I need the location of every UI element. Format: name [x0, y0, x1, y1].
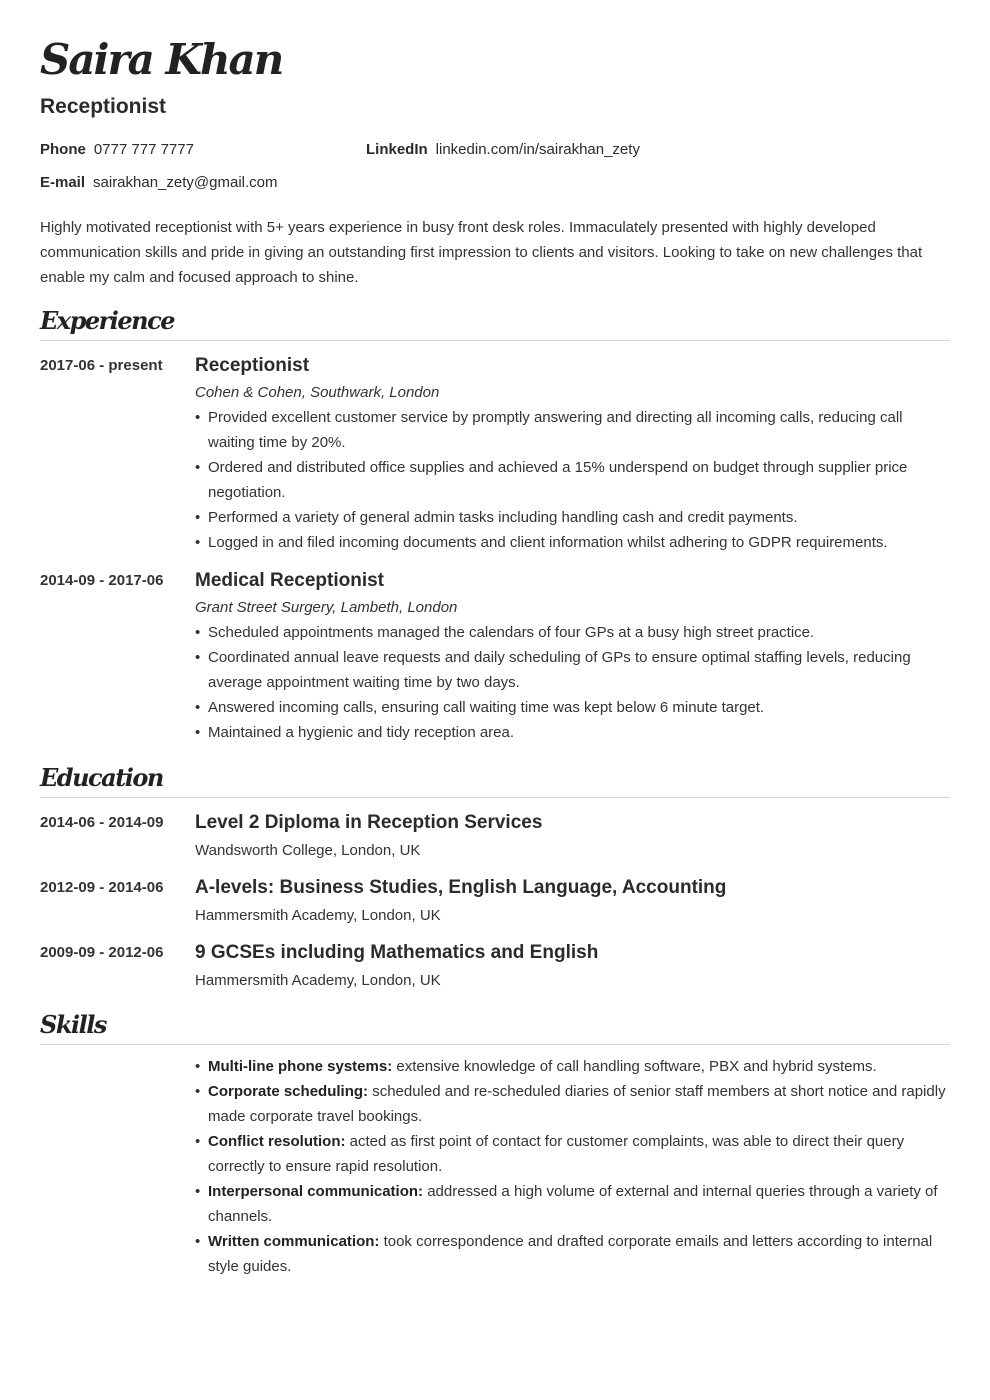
bullet-dot: •	[195, 1058, 201, 1075]
entry-school: Wandsworth College, London, UK	[195, 842, 421, 859]
candidate-name: Saira Khan	[40, 35, 283, 84]
skill-name: Corporate scheduling:	[208, 1083, 369, 1100]
bullet-dot: •	[195, 624, 201, 641]
experience-heading: Experience	[40, 306, 175, 335]
entry-bullets	[195, 405, 950, 555]
skill-name: Multi-line phone systems:	[208, 1058, 393, 1075]
education-section-header	[40, 761, 950, 798]
skill-name: Written communication:	[208, 1233, 380, 1250]
bullet-item	[195, 530, 950, 555]
linkedin-value: linkedin.com/in/sairakhan_zety	[435, 141, 640, 158]
bullet-item	[195, 720, 950, 745]
skill-description: addressed a high volume of external and internal queries through a variety of channels.	[208, 1183, 938, 1225]
bullet-text: Scheduled appointments managed the calendars of four GPs at a busy high street practice.	[208, 624, 815, 641]
bullet-dot: •	[195, 1083, 201, 1100]
skills-heading: Skills	[40, 1010, 106, 1039]
entry-date: 2012-09 - 2014-06	[40, 879, 164, 896]
bullet-item	[195, 405, 950, 455]
skill-name: Interpersonal communication:	[208, 1183, 424, 1200]
linkedin-label: LinkedIn	[366, 141, 428, 158]
skill-description: extensive knowledge of call handling software, PBX and hybrid systems.	[396, 1058, 877, 1075]
skill-item	[195, 1129, 950, 1179]
bullet-dot: •	[195, 409, 201, 426]
bullet-text: Logged in and filed incoming documents and client information whilst adhering to GDPR requirements.	[208, 534, 888, 551]
skills-list	[195, 1054, 950, 1279]
email-value: sairakhan_zety@gmail.com	[93, 174, 278, 191]
bullet-dot: •	[195, 724, 201, 741]
skill-name: Conflict resolution:	[208, 1133, 346, 1150]
entry-title: 9 GCSEs including Mathematics and English	[195, 942, 599, 963]
bullet-dot: •	[195, 1233, 201, 1250]
entry-title: A-levels: Business Studies, English Language, Accounting	[195, 877, 727, 898]
bullet-text: Ordered and distributed office supplies and achieved a 15% underspend on budget through supplier price negotiation.	[208, 459, 908, 501]
entry-title: Receptionist	[195, 355, 310, 376]
bullet-dot: •	[195, 1133, 201, 1150]
contact-linkedin	[366, 140, 640, 160]
bullet-dot: •	[195, 699, 201, 716]
contact-email	[40, 173, 277, 193]
bullet-item	[195, 695, 950, 720]
entry-title: Medical Receptionist	[195, 570, 384, 591]
email-label: E-mail	[40, 174, 86, 191]
bullet-text: Maintained a hygienic and tidy reception area.	[208, 724, 515, 741]
contact-phone	[40, 140, 194, 160]
skill-item	[195, 1179, 950, 1229]
bullet-text: Provided excellent customer service by promptly answering and directing all incoming calls, reducing call waiting time by 20%.	[208, 409, 903, 451]
skill-description: scheduled and re-scheduled diaries of senior staff members at short notice and rapidly made corporate travel bookings.	[208, 1083, 946, 1125]
entry-school: Hammersmith Academy, London, UK	[195, 972, 441, 989]
entry-date: 2009-09 - 2012-06	[40, 944, 164, 961]
bullet-text: Answered incoming calls, ensuring call waiting time was kept below 6 minute target.	[208, 699, 765, 716]
skill-description: acted as first point of contact for customer complaints, was able to direct their query correctly to ensure rapid resolution.	[208, 1133, 905, 1175]
skill-item	[195, 1054, 950, 1079]
skill-item	[195, 1079, 950, 1129]
bullet-dot: •	[195, 459, 201, 476]
bullet-item	[195, 505, 950, 530]
entry-date: 2014-09 - 2017-06	[40, 572, 164, 589]
candidate-title: Receptionist	[40, 95, 167, 118]
bullet-text: Performed a variety of general admin tasks including handling cash and credit payments.	[208, 509, 798, 526]
profile-summary: Highly motivated receptionist with 5+ years experience in busy front desk roles. Immaculately presented with highly developed communication skills and pride in giving an outstanding first impression to clients and visitors. Looking to take on new challenges that enable my calm and focused approach to shine.	[40, 219, 923, 286]
entry-date: 2014-06 - 2014-09	[40, 814, 164, 831]
bullet-dot: •	[195, 1183, 201, 1200]
entry-bullets	[195, 620, 950, 745]
bullet-text: Coordinated annual leave requests and daily scheduling of GPs to ensure optimal staffing levels, reducing average appointment waiting time by two days.	[208, 649, 911, 691]
education-heading: Education	[40, 763, 163, 792]
bullet-dot: •	[195, 509, 201, 526]
entry-company: Cohen & Cohen, Southwark, London	[195, 384, 440, 401]
bullet-item	[195, 645, 950, 695]
entry-title: Level 2 Diploma in Reception Services	[195, 812, 543, 833]
entry-date: 2017-06 - present	[40, 357, 163, 374]
experience-section-header	[40, 304, 950, 341]
skill-description: took correspondence and drafted corporate emails and letters according to internal style guides.	[208, 1233, 933, 1275]
bullet-item	[195, 455, 950, 505]
bullet-item	[195, 620, 950, 645]
entry-company: Grant Street Surgery, Lambeth, London	[195, 599, 458, 616]
skills-section-header	[40, 1008, 950, 1045]
skill-item	[195, 1229, 950, 1279]
bullet-dot: •	[195, 534, 201, 551]
entry-school: Hammersmith Academy, London, UK	[195, 907, 441, 924]
phone-label: Phone	[40, 141, 86, 158]
bullet-dot: •	[195, 649, 201, 666]
phone-value: 0777 777 7777	[93, 141, 194, 158]
